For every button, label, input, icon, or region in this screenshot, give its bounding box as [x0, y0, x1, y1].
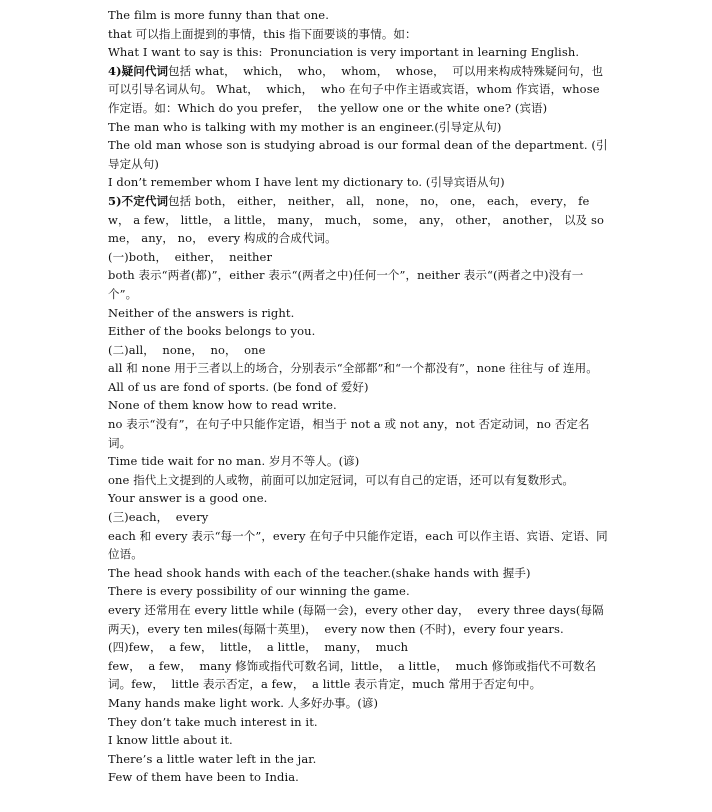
text-line: few， a few， many 修饰或指代可数名词，little， a little， much 修饰或指代不可数名词。few， little 表示否定，a few， a little 表示肯定，much 常用于否定句中。 [108, 658, 597, 692]
section-paragraph-interrogative-pronouns [108, 62, 608, 118]
example-sentence: None of them know how to read write. [108, 398, 337, 413]
subheading: (三)each， every [108, 510, 209, 525]
section-heading: 4)疑问代词 [108, 63, 169, 78]
section-text: 包括 both， either， neither， all， none， no， one， each， every， few， a few， little， a little， many， much， some， any， other， another， 以及 some， any， no， every 构成的合成代词。 [108, 193, 605, 246]
text-line: The old man whose son is studying abroad is our formal dean of the department. (引导定从句) [108, 138, 608, 171]
example-sentence: Neither of the answers is right. [108, 305, 295, 320]
example-sentence: All of us are fond of sports. (be fond of 爱好) [108, 379, 369, 394]
example-sentence: There’s a little water left in the jar. [108, 751, 317, 766]
example-sentence: There is every possibility of our winning the game. [108, 584, 410, 599]
document-body [108, 6, 608, 787]
example-sentence: Either of the books belongs to you. [108, 324, 316, 339]
example-sentence: The head shook hands with each of the teacher.(shake hands with 握手) [108, 565, 531, 580]
text-line: I don’t remember whom I have lent my dictionary to. (引导宾语从句) [108, 175, 505, 190]
subheading: (一)both， either， neither [108, 249, 273, 264]
text-line: no 表示“没有”，在句子中只能作定语，相当于 not a 或 not any，not 否定动词，no 否定名词。 [108, 417, 590, 450]
text-line: each 和 every 表示“每一个”，every 在句子中只能作定语，each 可以作主语、宾语、定语、同位语。 [108, 528, 608, 562]
subheading: (二)all， none， no， one [108, 342, 266, 357]
example-sentence: Your answer is a good one. [108, 491, 268, 506]
example-sentence: Many hands make light work. 人多好办事。(谚) [108, 695, 379, 710]
text-line: The film is more funny than that one. [108, 8, 329, 22]
section-heading: 5)不定代词 [108, 193, 169, 208]
subheading: (四)few， a few， little， a little， many， much [108, 640, 409, 655]
text-line: every 还常用在 every little while (每隔一会)，every other day， every three days(每隔两天)，every ten miles(每隔十英里)， every now then (不时)，every four years. [108, 603, 604, 636]
section-text: 包括 what， which， who， whom， whose， 可以用来构成特殊疑问句，也可以引导名词从句。 What， which， who 在句子中作主语或宾语，whom 作宾语，whose 作定语。如：Which do you prefer， the yellow one or the white one? (宾语) [108, 63, 604, 115]
example-sentence: Time tide wait for no man. 岁月不等人。(谚) [108, 454, 360, 469]
section-paragraph-indefinite-pronouns [108, 192, 608, 248]
text-line: both 表示“两者(都)”，either 表示“(两者之中)任何一个”，neither 表示“(两者之中)没有一个”。 [108, 268, 584, 301]
example-sentence: I know little about it. [108, 733, 233, 748]
example-sentence: Few of them have been to India. [108, 770, 299, 785]
text-line: all 和 none 用于三者以上的场合，分别表示“全部都”和“一个都没有”，none 往往与 of 连用。 [108, 361, 598, 376]
text-line: one 指代上文提到的人或物，前面可以加定冠词，可以有自己的定语，还可以有复数形式。 [108, 472, 574, 487]
text-line: What I want to say is this: Pronunciation is very important in learning English. [108, 45, 580, 60]
text-line: that 可以指上面提到的事情，this 指下面要谈的事情。如： [108, 26, 417, 41]
example-sentence: They don’t take much interest in it. [108, 714, 318, 729]
text-line: The man who is talking with my mother is an engineer.(引导定从句) [108, 119, 502, 134]
